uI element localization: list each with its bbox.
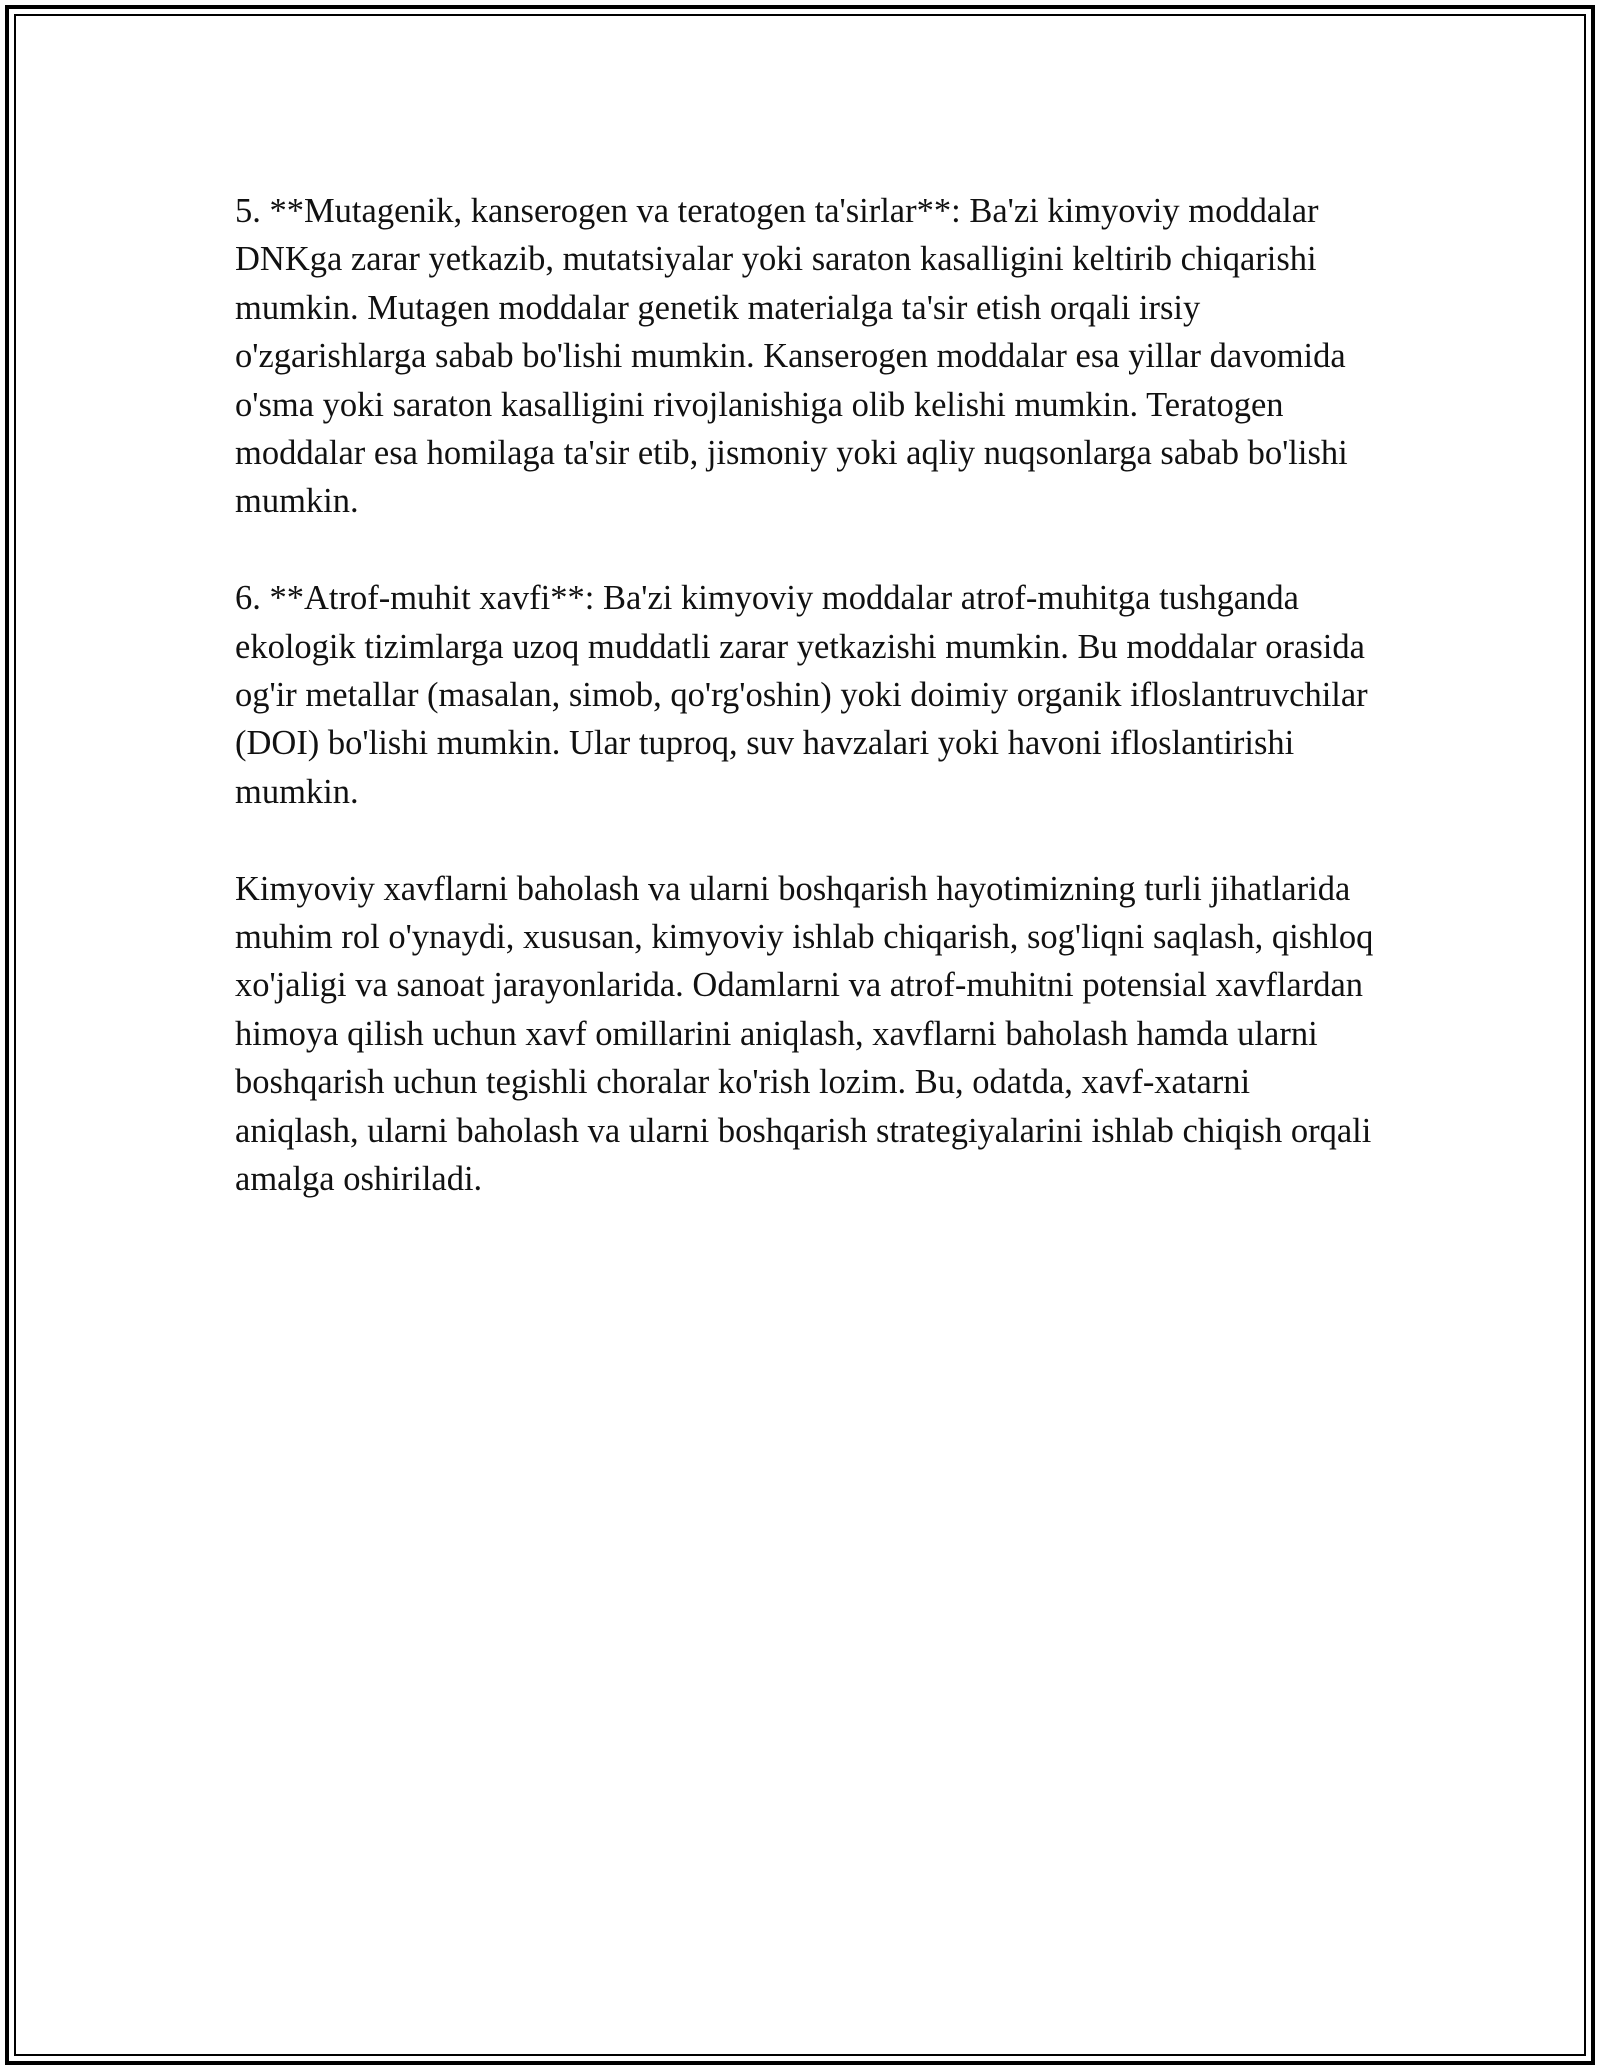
paragraph-environmental-hazard: 6. **Atrof-muhit xavfi**: Ba'zi kimyoviy moddalar atrof-muhitga tushganda ekologik tizimlarga uzoq muddatli zarar yetkazishi mumkin. Bu moddalar orasida og'ir metallar (masalan, simob, qo'rg'oshin) yoki doimiy organik ifloslantruvchilar (DOI) bo'lishi mumkin. Ular tuproq, suv havzalari yoki havoni ifloslantirishi mumkin.	[235, 579, 1368, 811]
document-body	[235, 187, 1380, 1252]
paragraph-mutagenic-effects: 5. **Mutagenik, kanserogen va teratogen ta'sirlar**: Ba'zi kimyoviy moddalar DNKga zarar yetkazib, mutatsiyalar yoki saraton kasalligini keltirib chiqarishi mumkin. Mutagen moddalar genetik materialga ta'sir etish orqali irsiy o'zgarishlarga sabab bo'lishi mumkin. Kanserogen moddalar esa yillar davomida o'sma yoki saraton kasalligini rivojlanishiga olib kelishi mumkin. Teratogen moddalar esa homilaga ta'sir etib, jismoniy yoki aqliy nuqsonlarga sabab bo'lishi mumkin.	[235, 192, 1348, 521]
paragraph-risk-assessment: Kimyoviy xavflarni baholash va ularni boshqarish hayotimizning turli jihatlarida muhim rol o'ynaydi, xususan, kimyoviy ishlab chiqarish, sog'liqni saqlash, qishloq xo'jaligi va sanoat jarayonlarida. Odamlarni va atrof-muhitni potensial xavflardan himoya qilish uchun xavf omillarini aniqlash, xavflarni baholash hamda ularni boshqarish uchun tegishli choralar ko'rish lozim. Bu, odatda, xavf-xatarni aniqlash, ularni baholash va ularni boshqarish strategiyalarini ishlab chiqish orqali amalga oshiriladi.	[235, 869, 1374, 1199]
